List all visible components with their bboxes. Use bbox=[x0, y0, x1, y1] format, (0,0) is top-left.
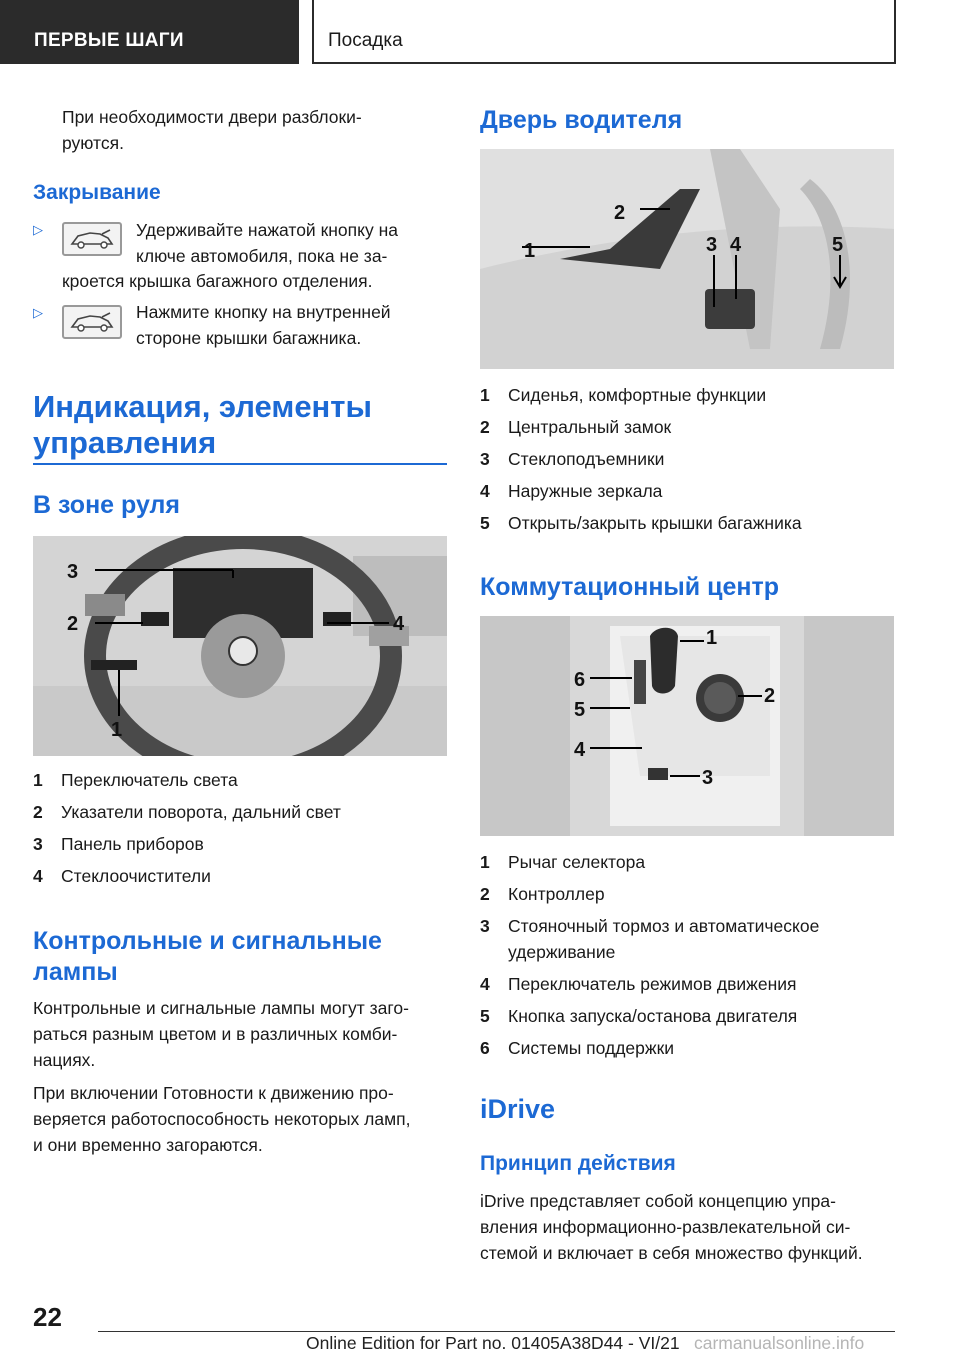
principle-heading: Принцип действия bbox=[480, 1152, 676, 1175]
chapter-title: Посадка bbox=[328, 30, 403, 51]
console-callout-2: 2 bbox=[764, 685, 776, 707]
door-callout-3: 3 bbox=[706, 234, 718, 256]
main-heading-2: управления bbox=[33, 425, 217, 460]
lamps-text-2: раться разным цветом и в различных комби- bbox=[33, 1024, 398, 1044]
footer-rule bbox=[98, 1331, 895, 1332]
steering-callout-4: 4 bbox=[393, 613, 405, 635]
steering-callout-1: 1 bbox=[111, 719, 123, 741]
idrive-text-2: вления информационно-развлекательной си- bbox=[480, 1217, 851, 1237]
section-title: ПЕРВЫЕ ШАГИ bbox=[34, 30, 184, 51]
console-callout-3: 3 bbox=[702, 767, 714, 789]
car-trunk-icon bbox=[62, 305, 122, 339]
lamps-text-5: веряется работоспособность некоторых ламп, bbox=[33, 1109, 411, 1129]
bullet2-text-2: стороне крышки багажника. bbox=[136, 328, 362, 348]
bullet1-text-2: ключе автомобиля, пока не за- bbox=[136, 246, 388, 266]
bullet1-text-1: Удерживайте нажатой кнопку на bbox=[136, 220, 398, 240]
idrive-text-1: iDrive представляет собой концепцию упра- bbox=[480, 1191, 836, 1211]
door-callout-1: 1 bbox=[524, 240, 536, 262]
console-callout-5: 5 bbox=[574, 699, 586, 721]
console-callout-1: 1 bbox=[706, 627, 718, 649]
page-number: 22 bbox=[33, 1302, 62, 1332]
steering-heading: В зоне руля bbox=[33, 491, 181, 519]
bullet1-text-3: кроется крышка багажного отделения. bbox=[62, 271, 373, 291]
lamps-heading-2: лампы bbox=[33, 958, 118, 986]
lamps-text-1: Контрольные и сигнальные лампы могут заго- bbox=[33, 998, 409, 1018]
idrive-text-3: стемой и включает в себя множество функций. bbox=[480, 1243, 863, 1263]
driver-door-photo bbox=[480, 149, 894, 369]
main-heading-1: Индикация, элементы bbox=[33, 389, 372, 424]
steering-wheel-photo bbox=[33, 536, 447, 756]
section-tab bbox=[0, 0, 299, 64]
intro-text-1: При необходимости двери разблоки- bbox=[62, 107, 362, 127]
door-heading: Дверь водителя bbox=[480, 106, 683, 134]
chapter-tab bbox=[312, 0, 896, 64]
bullet-arrow-icon: ▷ bbox=[33, 305, 43, 320]
intro-text-2: руются. bbox=[62, 133, 124, 153]
bullet2-text-1: Нажмите кнопку на внутренней bbox=[136, 302, 391, 322]
edition-text: Online Edition for Part no. 01405A38D44 - VI/21 bbox=[306, 1333, 680, 1353]
console-heading: Коммутационный центр bbox=[480, 573, 779, 601]
steering-callout-2: 2 bbox=[67, 613, 79, 635]
door-callout-2: 2 bbox=[614, 202, 626, 224]
closing-heading: Закрывание bbox=[33, 181, 161, 204]
console-callout-6: 6 bbox=[574, 669, 586, 691]
steering-callout-3: 3 bbox=[67, 561, 79, 583]
lamps-text-6: и они временно загораются. bbox=[33, 1135, 263, 1155]
console-callout-4: 4 bbox=[574, 739, 586, 761]
heading-rule bbox=[33, 463, 447, 465]
lamps-text-3: нациях. bbox=[33, 1050, 96, 1070]
idrive-heading: iDrive bbox=[480, 1094, 556, 1124]
door-callout-4: 4 bbox=[730, 234, 742, 256]
door-callout-5: 5 bbox=[832, 234, 844, 256]
bullet-arrow-icon: ▷ bbox=[33, 222, 43, 237]
car-trunk-icon bbox=[62, 222, 122, 256]
lamps-heading-1: Контрольные и сигнальные bbox=[33, 927, 382, 955]
center-console-photo bbox=[480, 616, 894, 836]
watermark-text: carmanualsonline.info bbox=[694, 1333, 865, 1353]
lamps-text-4: При включении Готовности к движению про- bbox=[33, 1083, 394, 1103]
